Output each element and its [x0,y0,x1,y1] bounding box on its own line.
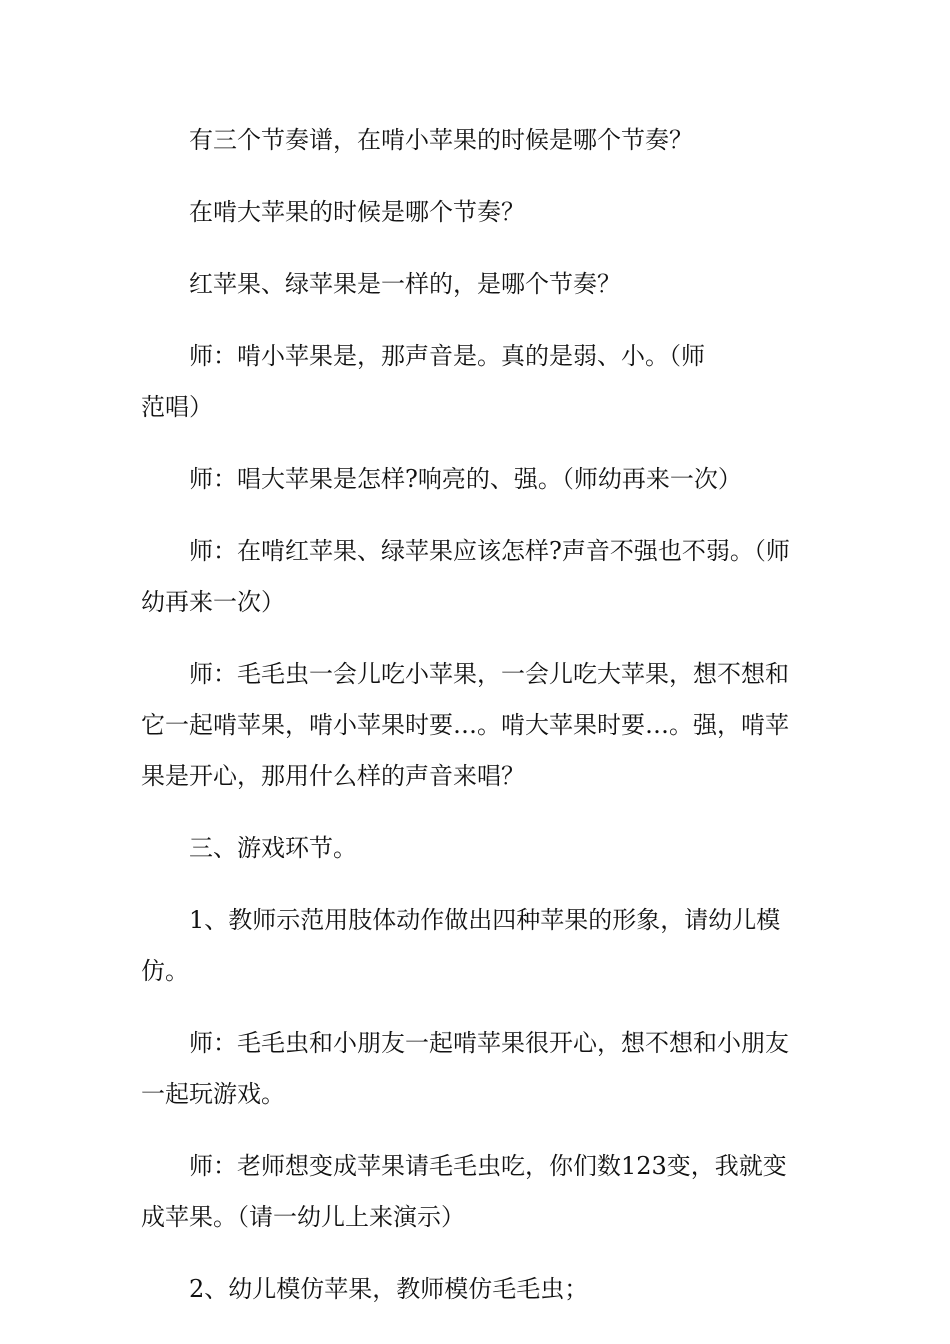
paragraph: 师：毛毛虫和小朋友一起啃苹果很开心，想不想和小朋友一起玩游戏。 [141,1029,789,1108]
paragraph: 师：毛毛虫一会儿吃小苹果，一会儿吃大苹果，想不想和它一起啃苹果，啃小苹果时要…。啃大苹果时要…。强，啃苹果是开心，那用什么样的声音来唱？ [141,660,789,790]
paragraph: 师：老师想变成苹果请毛毛虫吃，你们数123变，我就变成苹果。（请一幼儿上来演示） [141,1152,787,1231]
paragraph: 2、幼儿模仿苹果，教师模仿毛毛虫； [189,1275,589,1303]
paragraph: 1、教师示范用肢体动作做出四种苹果的形象，请幼儿模仿。 [141,906,781,985]
paragraph: 有三个节奏谱，在啃小苹果的时候是哪个节奏？ [189,126,693,154]
document-body [141,115,801,1336]
paragraph: 师：唱大苹果是怎样?响亮的、强。（师幼再来一次） [189,465,742,493]
paragraph: 在啃大苹果的时候是哪个节奏？ [189,198,525,226]
paragraph: 红苹果、绿苹果是一样的，是哪个节奏？ [189,270,621,298]
paragraph: 师：啃小苹果是，那声音是。真的是弱、小。（师 范唱） [141,342,705,421]
section-heading: 三、游戏环节。 [189,834,357,862]
paragraph: 师：在啃红苹果、绿苹果应该怎样?声音不强也不弱。（师幼再来一次） [141,537,790,616]
